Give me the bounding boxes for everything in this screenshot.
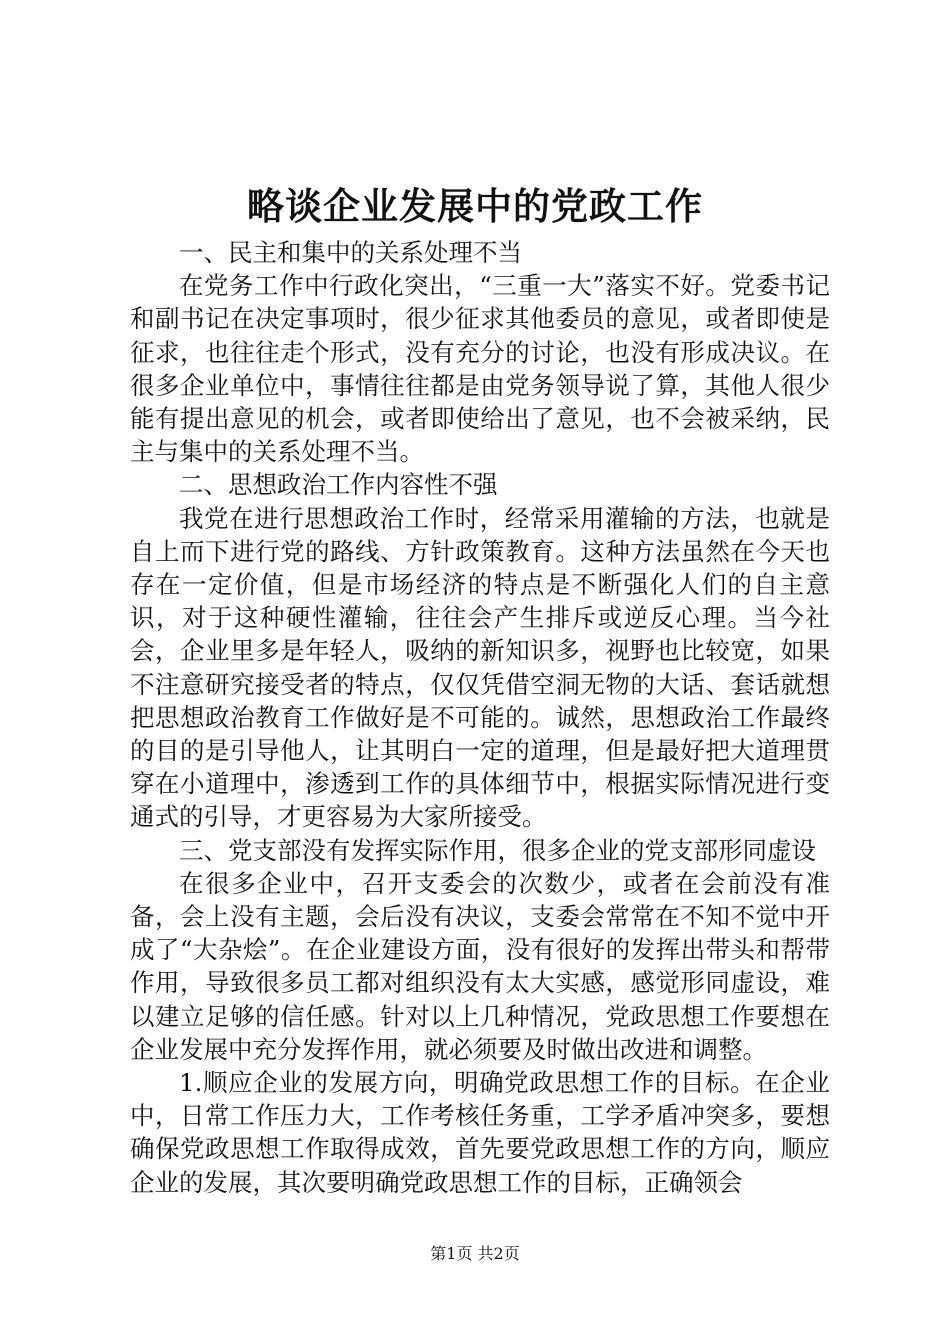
body-paragraph: 1.顺应企业的发展方向，明确党政思想工作的目标。在企业中，日常工作压力大，工作考核任务重，工学矛盾冲突多，要想确保党政思想工作取得成效，首先要党政思想工作的方向，顺应企业的发展，其次要明确党政思想工作的目标，正确领会 <box>130 1068 830 1197</box>
document-body <box>130 236 830 1199</box>
page-footer: 第1页 共2页 <box>430 1244 520 1263</box>
body-paragraph: 我党在进行思想政治工作时，经常采用灌输的方法，也就是自上而下进行党的路线、方针政策教育。这种方法虽然在今天也存在一定价值，但是市场经济的特点是不断强化人们的自主意识，对于这种硬性灌输，往往会产生排斥或逆反心理。当今社会，企业里多是年轻人，吸纳的新知识多，视野也比较宽，如果不注意研究接受者的特点，仅仅凭借空洞无物的大话、套话就想把思想政治教育工作做好是不可能的。诚然，思想政治工作最终的目的是引导他人，让其明白一定的道理，但是最好把大道理贯穿在小道理中，渗透到工作的具体细节中，根据实际情况进行变通式的引导，才更容易为大家所接受。 <box>130 503 830 832</box>
body-paragraph: 在党务工作中行政化突出，“三重一大”落实不好。党委书记和副书记在决定事项时，很少征求其他委员的意见，或者即使是征求，也往往走个形式，没有充分的讨论，也没有形成决议。在很多企业单位中，事情往往都是由党务领导说了算，其他人很少能有提出意见的机会，或者即使给出了意见，也不会被采纳，民主与集中的关系处理不当。 <box>130 271 830 467</box>
document-title: 略谈企业发展中的党政工作 <box>247 185 703 228</box>
section-heading: 二、思想政治工作内容性不强 <box>179 470 498 500</box>
body-paragraph: 在很多企业中，召开支委会的次数少，或者在会前没有准备，会上没有主题，会后没有决议，支委会常常在不知不觉中开成了“大杂烩”。在企业建设方面，没有很好的发挥出带头和帮带作用，导致很多员工都对组织没有太大实感，感觉形同虚设，难以建立足够的信任感。针对以上几种情况，党政思想工作要想在企业发展中充分发挥作用，就必须要及时做出改进和调整。 <box>130 868 830 1064</box>
section-heading: 三、党支部没有发挥实际作用，很多企业的党支部形同虚设 <box>179 835 816 865</box>
section-heading: 一、民主和集中的关系处理不当 <box>179 238 522 267</box>
